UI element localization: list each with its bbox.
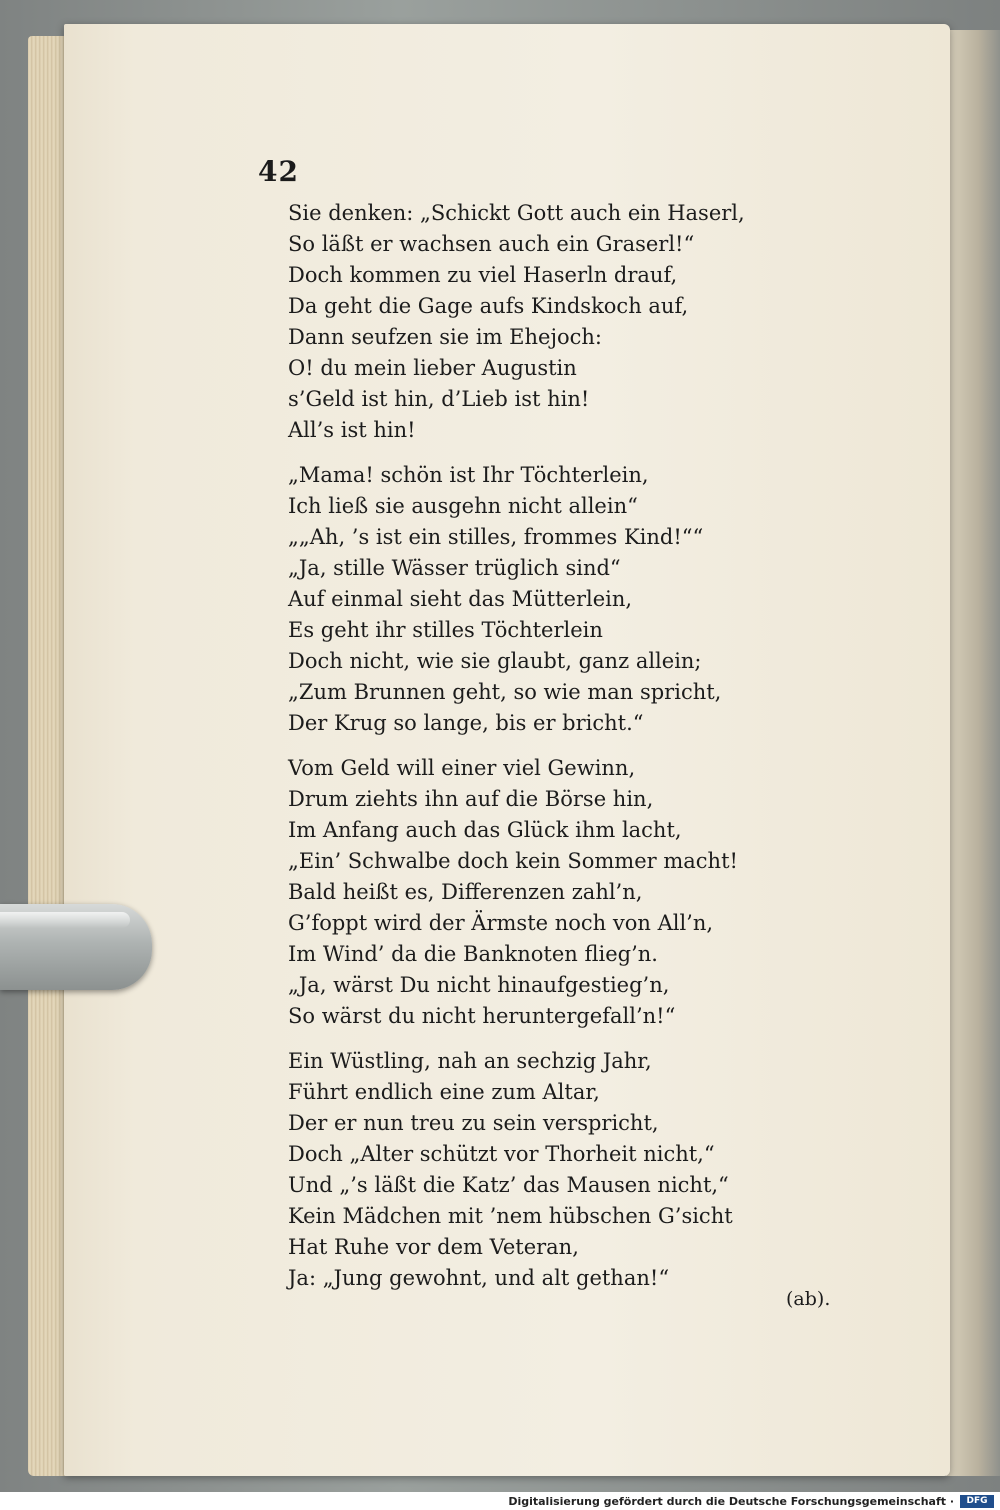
poem-line: Doch kommen zu viel Haserln drauf, [288,263,678,287]
poem-line: „Mama! schön ist Ihr Töchterlein, [288,463,649,487]
stanza [288,753,828,1032]
poem-line: Führt endlich eine zum Altar, [288,1080,600,1104]
poem-line: Bald heißt es, Differenzen zahl’n, [288,880,643,904]
poem-line: Drum ziehts ihn auf die Börse hin, [288,787,654,811]
poem-line: Ich ließ sie ausgehn nicht allein“ [288,494,638,518]
poem-line: „„Ah, ’s ist ein stilles, frommes Kind!““ [288,525,704,549]
poem-line: Sie denken: „Schickt Gott auch ein Haserl, [288,201,745,225]
poem-line: Auf einmal sieht das Mütterlein, [288,587,633,611]
stanza [288,198,828,446]
poem-line: Doch „Alter schützt vor Thorheit nicht,“ [288,1142,715,1166]
poem-line: Doch nicht, wie sie glaubt, ganz allein; [288,649,702,673]
poem-line: All’s ist hin! [288,418,416,442]
poem-line: G’foppt wird der Ärmste noch von All’n, [288,911,714,935]
poem-line: Der Krug so lange, bis er bricht.“ [288,711,644,735]
poem-line: s’Geld ist hin, d’Lieb ist hin! [288,387,590,411]
poem-line: So wärst du nicht heruntergefall’n!“ [288,1004,676,1028]
dfg-logo-icon: DFG [960,1495,994,1508]
poem-line: „Ja, wärst Du nicht hinaufgestieg’n, [288,973,670,997]
poem-body [288,198,831,1310]
poem-line: Da geht die Gage aufs Kindskoch auf, [288,294,689,318]
poem-line: Ja: „Jung gewohnt, und alt gethan!“ [288,1266,670,1290]
poem-line: Und „’s läßt die Katz’ das Mausen nicht,“ [288,1173,729,1197]
poem-line: „Zum Brunnen geht, so wie man spricht, [288,680,722,704]
stanza [288,1046,828,1294]
poem-line: Im Wind’ da die Banknoten flieg’n. [288,942,658,966]
poem-line: „Ein’ Schwalbe doch kein Sommer macht! [288,849,738,873]
poem-line: Der er nun treu zu sein verspricht, [288,1111,659,1135]
poem-line: Kein Mädchen mit ’nem hübschen G’sicht [288,1204,733,1228]
author-signature: (ab). [786,1288,831,1310]
poem-line: O! du mein lieber Augustin [288,356,577,380]
poem-line: Dann seufzen sie im Ehejoch: [288,325,602,349]
poem-line: Im Anfang auch das Glück ihm lacht, [288,818,682,842]
poem-line: Hat Ruhe vor dem Veteran, [288,1235,579,1259]
poem-line: Es geht ihr stilles Töchterlein [288,618,603,642]
poem-line: „Ja, stille Wässer trüglich sind“ [288,556,621,580]
poem-line: Vom Geld will einer viel Gewinn, [288,756,636,780]
page-number: 42 [258,155,299,188]
poem-line: So läßt er wachsen auch ein Graserl!“ [288,232,695,256]
book-clamp-highlight [0,912,130,928]
facing-page-edge [946,30,1000,1476]
poem-line: Ein Wüstling, nah an sechzig Jahr, [288,1049,652,1073]
footer-bar [0,1492,1000,1510]
funding-notice: Digitalisierung gefördert durch die Deutsche Forschungsgemeinschaft · [508,1495,954,1508]
stanza [288,460,828,739]
